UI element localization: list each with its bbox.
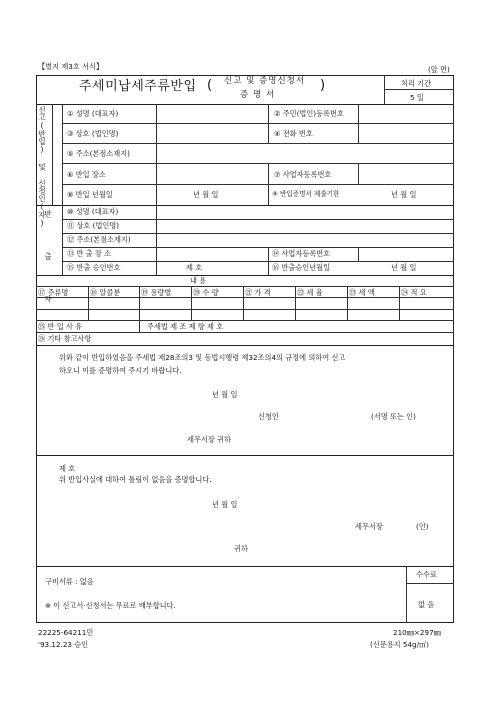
- applicant-name-label: ① 성명 (대표자): [67, 109, 119, 118]
- cert-deadline-label: ⑨ 반입증명서 제출기한: [272, 190, 340, 198]
- export-place-label: ⑬ 반 출 장 소: [67, 249, 112, 258]
- export-approval-date-value: 년 월 일: [391, 263, 417, 272]
- export-approval-date-label: ⑯ 반출승인년월일: [272, 263, 331, 272]
- certificate-date: 년 월 일: [212, 500, 238, 509]
- applicant-phone-label: ④ 전화 번호: [274, 129, 313, 138]
- declaration-recipient: 세무서장 귀하: [187, 435, 231, 444]
- col-tax-rate: ㉒ 세 율: [297, 288, 323, 297]
- declaration-text-1: 위와 같이 반입하였음을 주세법 제28조의3 및 동법시행령 제32조의4의 규정에 의하여 신고: [59, 353, 346, 362]
- applicant-side-label: 신고(반입) 및 신청인(자): [37, 106, 47, 228]
- title-line2: 증 명 서: [240, 90, 276, 100]
- declaration-applicant-label: 신청인: [258, 412, 279, 421]
- processing-label: 처리 기간: [401, 79, 432, 88]
- col-quantity: ⑳ 수 량: [193, 288, 219, 297]
- cert-deadline-value: 년 월 일: [391, 190, 417, 199]
- form-code: 22225-64211민: [38, 628, 94, 637]
- col-liquor-name: ⑰ 주류명: [38, 288, 69, 297]
- form-title: 주세미납세주류반입: [79, 79, 197, 94]
- import-reason-value: 주세법 제 조 제 항 제 호: [147, 322, 224, 331]
- page-side-label: (앞 면): [428, 65, 450, 74]
- carrier-bizno-label: ⑭ 사업자등록번호: [272, 249, 331, 258]
- certificate-seal: (인): [416, 522, 429, 531]
- col-alcohol: ⑱ 알콜분: [90, 288, 121, 297]
- paper-size: 210㎜×297㎜: [393, 628, 441, 637]
- fee-value: 없 음: [418, 600, 435, 609]
- approval-date: '93.12.23 승인: [38, 640, 89, 649]
- certificate-text: 위 반입사실에 대하여 틀림이 없음을 증명합니다.: [59, 475, 212, 484]
- carrier-side-label: 반 출 자: [43, 210, 53, 316]
- import-reason-label: ㉕ 반 입 사 유: [38, 322, 83, 331]
- title-paren-open: (: [207, 78, 213, 93]
- col-remarks: ㉔ 적 요: [401, 288, 427, 297]
- import-date-label: ⑧ 반입 년월일: [67, 190, 113, 199]
- carrier-company-label: ⑪ 상호 (법인명): [67, 221, 120, 230]
- paper-type: (신문용지 54g/㎡): [370, 640, 429, 649]
- title-paren-close: ): [320, 78, 326, 93]
- declaration-date: 년 월 일: [212, 390, 238, 399]
- applicant-bizno-label: ⑦ 사업자등록번호: [274, 170, 332, 179]
- free-distribution-note: ※ 이 신고서·신청서는 무료로 배부합니다.: [45, 601, 176, 610]
- applicant-address-label: ⑤ 주소(본점소재지): [67, 149, 130, 158]
- required-docs: 구비서류 : 없음: [45, 577, 94, 586]
- carrier-name-label: ⑩ 성명 (대표자): [67, 207, 119, 216]
- title-line1: 신고 및 증명신청서: [224, 76, 306, 86]
- fee-label: 수수료: [416, 570, 437, 579]
- applicant-regno-label: ② 주민(법인)등록번호: [274, 109, 344, 118]
- import-place-label: ⑥ 반입 장소: [67, 170, 106, 179]
- export-approval-no-label: ⑮ 반출 승인번호: [67, 263, 121, 272]
- other-remarks-label: ㉖ 기타 참고사항: [38, 334, 92, 343]
- export-approval-no-value: 제 호: [186, 263, 203, 272]
- declaration-sign-label: (서명 또는 인): [371, 412, 416, 421]
- certificate-recipient: 귀하: [234, 544, 248, 553]
- col-volume: ⑲ 용량별: [141, 288, 172, 297]
- applicant-company-label: ③ 상호 (법인명): [67, 129, 119, 138]
- carrier-address-label: ⑫ 주소(본점소재지): [67, 235, 131, 244]
- processing-value: 5 일: [410, 93, 424, 102]
- col-tax-amount: ㉓ 세 액: [349, 288, 375, 297]
- certificate-issuer: 세무서장: [355, 522, 383, 531]
- content-header: 내 용: [190, 276, 207, 285]
- certificate-number: 제 호: [59, 464, 76, 473]
- col-price: ㉑ 가 격: [245, 288, 271, 297]
- declaration-text-2: 하오니 이를 증명하여 주시기 바랍니다.: [59, 366, 182, 375]
- form-number: 【별지 제3호 서식】: [38, 62, 104, 71]
- import-date-value: 년 월 일: [193, 190, 219, 199]
